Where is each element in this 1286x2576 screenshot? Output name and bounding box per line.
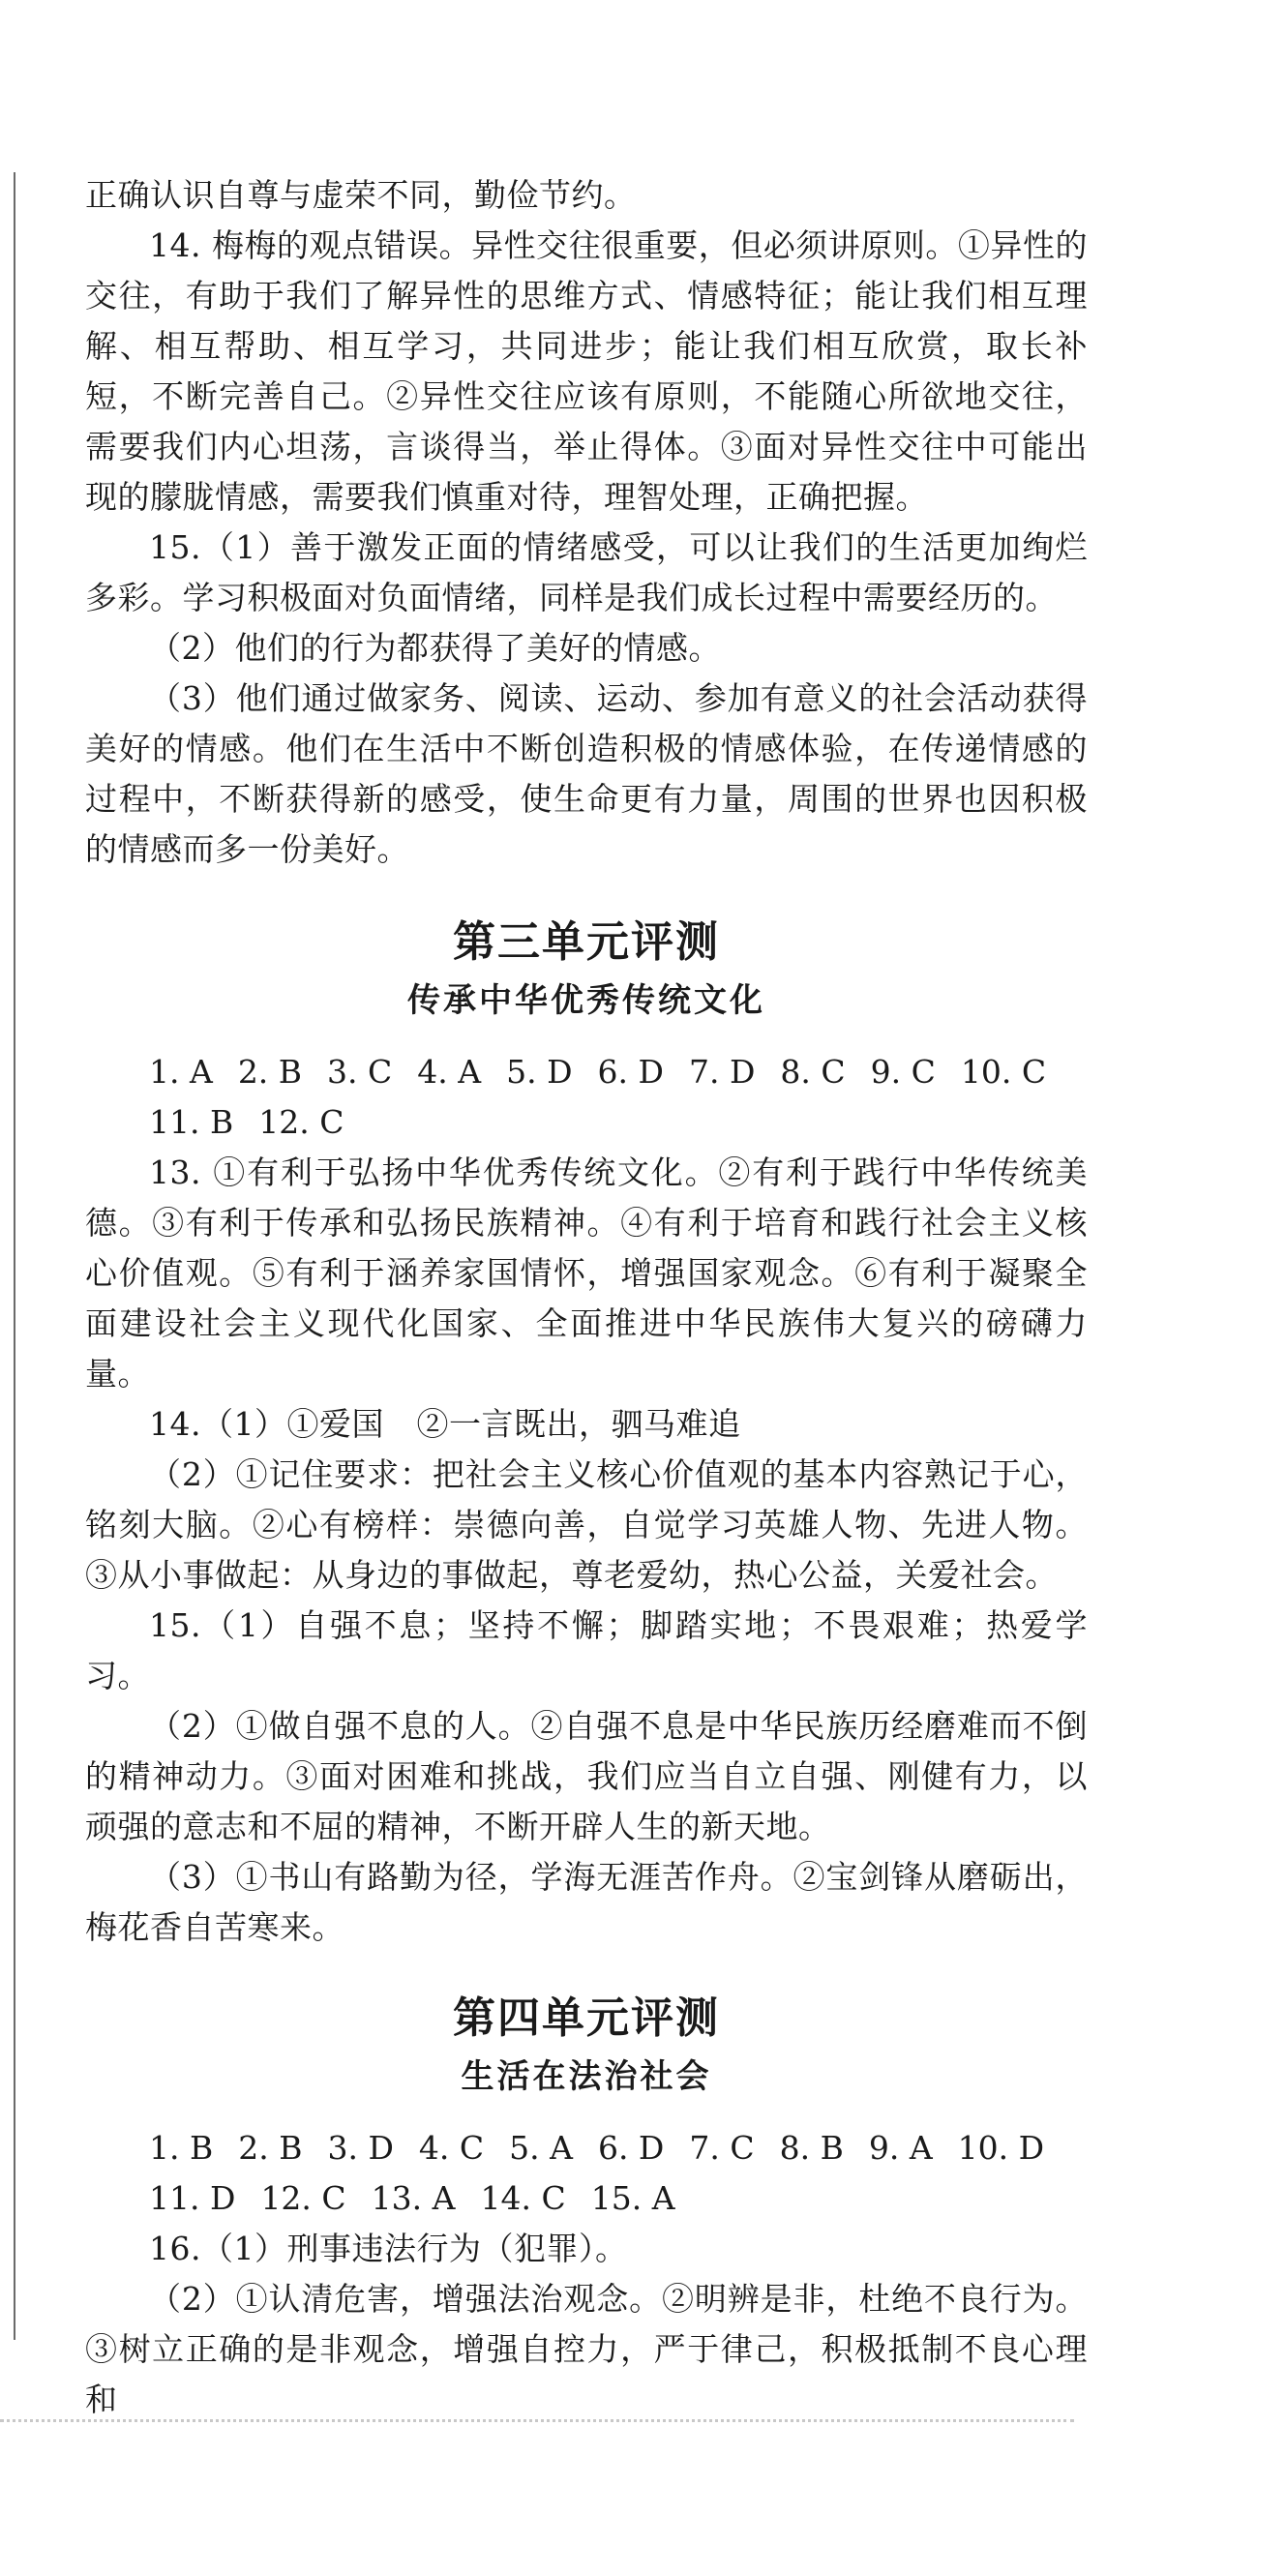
paragraph-q14-prev: 14. 梅梅的观点错误。异性交往很重要，但必须讲原则。①异性的交往，有助于我们了解异性的思维方式、情感特征；能让我们相互理解、相互帮助、相互学习，共同进步；能让我们相互欣赏，取长补短，不断完善自己。②异性交往应该有原则，不能随心所欲地交往，需要我们内心坦荡，言谈得当，举止得体。③面对异性交往中可能出现的朦胧情感，需要我们慎重对待，理智处理，正确把握。 <box>85 226 1088 516</box>
answer-item: 4. C <box>418 2129 485 2167</box>
answer-item: 8. C <box>780 1053 846 1091</box>
paragraph-unit3-q15-1: 15.（1）自强不息；坚持不懈；脚踏实地；不畏艰难；热爱学习。 <box>85 1606 1088 1694</box>
paragraph-unit4-q16-2: （2）①认清危害，增强法治观念。②明辨是非，杜绝不良行为。③树立正确的是非观念，增强自控力，严于律己，积极抵制不良心理和 <box>85 2280 1088 2418</box>
answer-item: 13. A <box>371 2179 456 2217</box>
unit3-answer-list <box>85 1047 1088 1148</box>
paragraph-q15-1-prev: 15.（1）善于激发正面的情绪感受，可以让我们的生活更加绚烂多彩。学习积极面对负面情绪，同样是我们成长过程中需要经历的。 <box>85 528 1088 616</box>
paragraph-unit3-q14-1: 14.（1）①爱国 ②一言既出，驷马难追 <box>149 1405 741 1443</box>
paragraph-intro: 正确认识自尊与虚荣不同，勤俭节约。 <box>85 176 637 214</box>
answer-item: 7. C <box>689 2129 755 2167</box>
answer-item: 15. A <box>590 2179 675 2217</box>
margin-line <box>14 172 15 2340</box>
paragraph-unit3-q13: 13. ①有利于弘扬中华优秀传统文化。②有利于践行中华传统美德。③有利于传承和弘扬民族精神。④有利于培育和践行社会主义核心价值观。⑤有利于涵养家国情怀，增强国家观念。⑥有利于凝聚全面建设社会主义现代化国家、全面推进中华民族伟大复兴的磅礴力量。 <box>85 1153 1088 1393</box>
answer-item: 8. B <box>779 2129 844 2167</box>
unit4-title: 第四单元评测 <box>453 1993 720 2043</box>
page-content <box>85 170 1088 2425</box>
unit3-subtitle: 传承中华优秀传统文化 <box>407 981 765 1020</box>
answer-item: 10. D <box>957 2129 1045 2167</box>
answer-item: 9. C <box>870 1053 936 1091</box>
answer-item: 6. D <box>597 1053 664 1091</box>
answer-item: 1. A <box>149 1053 213 1091</box>
paragraph-q15-3-prev: （3）他们通过做家务、阅读、运动、参加有意义的社会活动获得美好的情感。他们在生活中不断创造积极的情感体验，在传递情感的过程中，不断获得新的感受，使生命更有力量，周围的世界也因积极的情感而多一份美好。 <box>85 679 1088 868</box>
answer-item: 2. B <box>237 1053 303 1091</box>
answer-item: 3. D <box>327 2129 394 2167</box>
answer-item: 9. A <box>868 2129 933 2167</box>
answer-item: 5. D <box>506 1053 573 1091</box>
answer-item: 10. C <box>960 1053 1047 1091</box>
unit4-subtitle: 生活在法治社会 <box>461 2057 712 2096</box>
answer-item: 4. A <box>417 1053 482 1091</box>
paragraph-unit3-q14-2: （2）①记住要求：把社会主义核心价值观的基本内容熟记于心，铭刻大脑。②心有榜样：崇德向善，自觉学习英雄人物、先进人物。③从小事做起：从身边的事做起，尊老爱幼，热心公益，关爱社会。 <box>85 1455 1088 1594</box>
answer-item: 11. D <box>149 2179 236 2217</box>
bottom-dotted-divider <box>0 2419 1074 2422</box>
paragraph-unit3-q15-3: （3）①书山有路勤为径，学海无涯苦作舟。②宝剑锋从磨砺出，梅花香自苦寒来。 <box>85 1858 1088 1946</box>
answer-item: 6. D <box>597 2129 665 2167</box>
answer-item: 5. A <box>509 2129 573 2167</box>
answer-item: 1. B <box>149 2129 214 2167</box>
unit4-answer-list <box>85 2123 1088 2224</box>
answer-item: 14. C <box>480 2179 566 2217</box>
answer-item: 3. C <box>327 1053 393 1091</box>
answer-item: 2. B <box>238 2129 303 2167</box>
answer-item: 12. C <box>260 2179 346 2217</box>
paragraph-unit3-q15-2: （2）①做自强不息的人。②自强不息是中华民族历经磨难而不倒的精神动力。③面对困难和挑战，我们应当自立自强、刚健有力，以顽强的意志和不屈的精神，不断开辟人生的新天地。 <box>85 1707 1088 1845</box>
paragraph-q15-2-prev: （2）他们的行为都获得了美好的情感。 <box>149 629 721 667</box>
answer-item: 7. D <box>688 1053 756 1091</box>
unit3-title: 第三单元评测 <box>453 917 720 967</box>
answer-item: 11. B <box>149 1103 234 1141</box>
answer-item: 12. C <box>258 1103 344 1141</box>
paragraph-unit4-q16-1: 16.（1）刑事违法行为（犯罪）。 <box>149 2230 628 2267</box>
